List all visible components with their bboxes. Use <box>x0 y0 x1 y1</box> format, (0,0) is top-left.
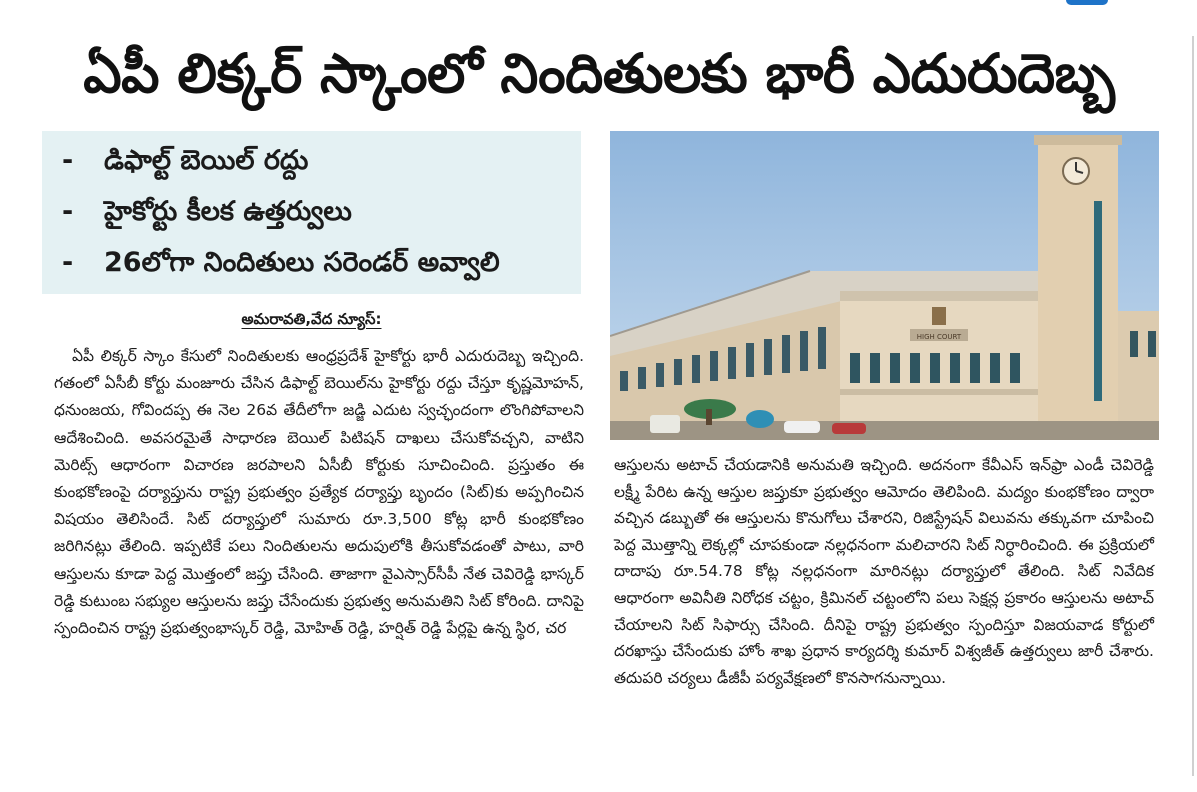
highlight-text: డిఫాల్ట్ బెయిల్ రద్దు <box>104 145 309 176</box>
bullet-dash: - <box>62 247 74 278</box>
building-sign: HIGH COURT <box>916 333 962 341</box>
ground <box>610 421 1159 440</box>
highlight-text: హైకోర్టు కీలక ఉత్తర్వులు <box>104 196 352 227</box>
emblem <box>932 307 946 325</box>
article-column-left: ఏపీ లిక్కర్ స్కాం కేసులో నిందితులకు ఆంధ్రప్రదేశ్ హైకోర్టు భారీ ఎదురుదెబ్బ ఇచ్చింది. గతంలో ఏసీబీ కోర్టు మంజూరు చేసిన డిఫాల్ట్ బెయిల్‌ను హైకోర్టు రద్దు చేస్తూ కృష్ణమోహన్, ధనుంజయ, గోవిందప్ప ఈ నెల 26వ తేదీలోగా జడ్జి ఎదుట స్వచ్ఛందంగా లొంగిపోవాలని ఆదేశించింది. అవసరమైతే సాధారణ బెయిల్ పిటిషన్ దాఖలు చేసుకోవచ్చని, వాటిని మెరిట్స్ ఆధారంగా విచారణ జరపాలని ఏసీబీ కోర్టుకు సూచించింది. ప్రస్తుతం ఈ కుంభకోణంపై దర్యాప్తును రాష్ట్ర ప్రభుత్వం ప్రత్యేక దర్యాప్తు బృందం (సిట్)కు అప్పగించిన విషయం తెలిసిందే. సిట్ దర్యాప్తులో సుమారు రూ.3,500 కోట్ల భారీ కుంభకోణం జరిగినట్లు తేలింది. ఇప్పటికే పలు నిందితులను అదుపులోకి తీసుకోవడంతో పాటు, వారి ఆస్తులను కూడా పెద్ద మొత్తంలో జప్తు చేసింది. తాజాగా వైఎస్సార్‌సీపీ నేత చెవిరెడ్డి భాస్కర్ రెడ్డి కుటుంబ సభ్యుల ఆస్తులను జప్తు చేసేందుకు ప్రభుత్వ అనుమతిని సిట్ కోరింది. దానిపై స్పందించిన రాష్ట్ర ప్రభుత్వంభాస్కర్ రెడ్డి, మోహిత్ రెడ్డి, హర్షిత్ రెడ్డి పేర్లపై ఉన్న స్థిర, చర <box>54 347 584 638</box>
highlight-item <box>62 135 581 186</box>
highlight-item <box>62 186 581 237</box>
headline: ఏపీ లిక్కర్ స్కాంలో నిందితులకు భారీ ఎదురుదెబ్బ <box>83 42 1115 105</box>
bullet-dash: - <box>62 196 74 227</box>
article-column-right: ఆస్తులను అటాచ్ చేయడానికి అనుమతి ఇచ్చింది. అదనంగా కేవీఎస్ ఇన్‌ఫ్రా ఎండీ చెవిరెడ్డి లక్ష్మీ పేరిట ఉన్న ఆస్తుల జప్తుకూ ప్రభుత్వం ఆమోదం తెలిపింది. మద్యం కుంభకోణం ద్వారా వచ్చిన డబ్బుతో ఈ ఆస్తులను కొనుగోలు చేశారని, రిజిస్ట్రేషన్ విలువను తక్కువగా చూపించి పెద్ద మొత్తాన్ని లెక్కల్లో చూపకుండా నల్లధనంగా మలిచారని సిట్ నిర్ధారించింది. ఈ ప్రక్రియలో దాదాపు రూ.54.78 కోట్ల నల్లధనంగా మారినట్లు దర్యాప్తులో తేలింది. సిట్ నివేదిక ఆధారంగా అవినీతి నిరోధక చట్టం, క్రిమినల్ చట్టంలోని పలు సెక్షన్ల ప్రకారం ఆస్తులను అటాచ్ చేయాలని సిట్ సిఫార్సు చేసింది. దీనిపై రాష్ట్ర ప్రభుత్వం స్పందిస్తూ విజయవాడ కోర్టులో దరఖాస్తు చేసేందుకు హోం శాఖ ప్రధాన కార్యదర్శి కుమార్ విశ్వజీత్ ఉత్తర్వులు జారీ చేశారు. తదుపరి చర్యలు డీజీపీ పర్యవేక్షణలో కొనసాగనున్నాయి. <box>614 456 1154 687</box>
highlights-box <box>42 131 581 294</box>
highlight-text: 26లోగా నిందితులు సరెండర్ అవ్వాలి <box>104 247 500 278</box>
page-edge-rule <box>1192 36 1194 776</box>
bullet-dash: - <box>62 145 74 176</box>
tower-glass-strip <box>1094 201 1102 401</box>
high-court-illustration <box>610 131 1159 440</box>
corner-accent-mark <box>1066 0 1108 5</box>
high-court-photo <box>610 131 1159 440</box>
highlight-item <box>62 237 581 288</box>
dateline-text: అమరావతి,వేద న్యూస్: <box>241 310 382 328</box>
dateline <box>42 310 581 332</box>
